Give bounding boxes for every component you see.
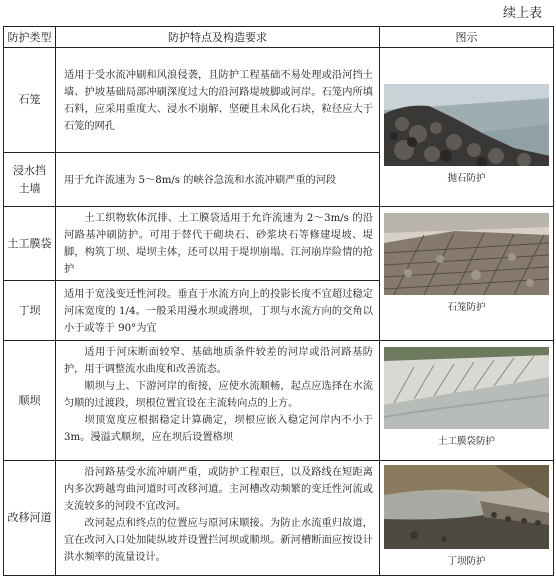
desc-cell <box>56 153 380 207</box>
desc-cell <box>56 48 380 153</box>
header-type: 防护类型 <box>4 27 56 48</box>
header-desc: 防护特点及构造要求 <box>56 27 380 48</box>
groin-photo <box>384 465 549 549</box>
desc-paragraph: 适用于宽浅变迁性河段。垂直于水流方向上的投影长度不宜超过稳定河床宽度的 1/4。一般采用漫水坝或潜坝，丁坝与水流方向的交角以小于或等于 90°为宜 <box>64 288 373 334</box>
desc-cell <box>56 341 380 461</box>
desc-paragraph: 适用于受水流冲刷和风浪侵袭，且防护工程基础不易处理或沿河挡土墙、护坡基础局部冲刷深度过大的沿河路堤坡脚或河岸。石笼内所填石料，应采用重度大、浸水不崩解、坚硬且未风化石块，粒径应大于石笼的网孔 <box>64 69 373 132</box>
type-cell: 土工膜袋 <box>4 207 56 281</box>
riprap-photo <box>384 84 549 166</box>
gabion-photo <box>384 213 549 295</box>
desc-paragraph: 土工织物软体沉排、土工膜袋适用于允许流速为 2～3m/s 的沿河路基冲刷防护。可用于替代干砌块石、砂浆块石等修建堤坡、堤脚，构筑丁坝、堤坝主体，还可以用于堤坝崩塌、江河崩岸险情的抢护 <box>64 213 373 275</box>
desc-paragraph: 坝顶宽度应根据稳定计算确定，坝根应嵌入稳定河岸内不小于 3m。漫溢式顺坝，应在坝后设置格坝 <box>64 415 373 443</box>
table-row <box>4 341 554 461</box>
figure-caption: 土工膜袋防护 <box>437 436 495 447</box>
desc-paragraph: 适用于河床断面较窄、基础地质条件较差的河岸或沿河路基防护，用于调整流水曲度和改善流态。 <box>64 347 373 375</box>
figure-cell <box>380 341 554 461</box>
figure-cell <box>380 207 554 341</box>
desc-paragraph: 沿河路基受水流冲刷严重，或防护工程艰巨，以及路线在短距离内多次跨越弯曲河道时可改移河道。主河槽改动频繁的变迁性河流或支流较多的河段不宜改河。 <box>64 467 373 512</box>
desc-paragraph: 用于允许流速为 5～8m/s 的峡谷急流和水流冲刷严重的河段 <box>64 174 337 186</box>
type-cell: 丁坝 <box>4 281 56 341</box>
desc-paragraph: 顺坝与上、下游河岸的衔接，应使水流顺畅，起点应选择在水流匀顺的过渡段，坝根位置宜设在主流转向点的上方。 <box>64 381 373 409</box>
table-row <box>4 48 554 153</box>
figure-cell <box>380 48 554 207</box>
desc-cell <box>56 461 380 576</box>
table-row <box>4 207 554 281</box>
type-cell: 改移河道 <box>4 461 56 576</box>
geobag-photo <box>384 347 549 429</box>
type-cell: 浸水挡 土墙 <box>4 153 56 207</box>
continued-label: 续上表 <box>502 6 542 21</box>
protection-table <box>3 26 554 576</box>
figure-caption: 丁坝防护 <box>447 556 486 567</box>
header-figure: 图示 <box>380 27 554 48</box>
figure-caption: 抛石防护 <box>447 173 486 184</box>
type-cell: 顺坝 <box>4 341 56 461</box>
figure-cell <box>380 461 554 576</box>
desc-cell <box>56 281 380 341</box>
header-row <box>4 27 554 48</box>
desc-paragraph: 改河起点和终点的位置应与原河床顺接。为防止水流重归故道，宜在改河入口处加陡纵坡并设置拦河坝或顺坝。新河槽断面应按设计洪水频率的流量设计。 <box>64 518 373 563</box>
desc-cell <box>56 207 380 281</box>
table-row <box>4 461 554 576</box>
type-cell: 石笼 <box>4 48 56 153</box>
figure-caption: 石笼防护 <box>447 302 486 313</box>
